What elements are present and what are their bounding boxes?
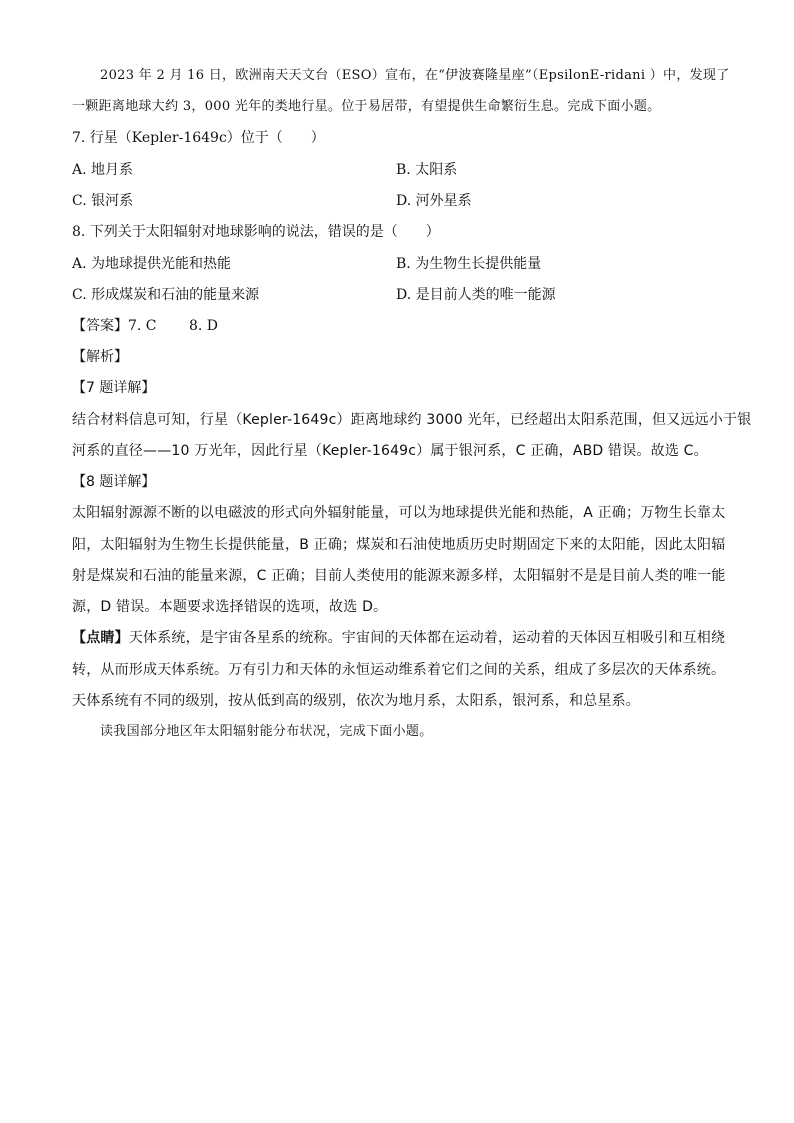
answer-label: 【答案】: [72, 318, 128, 334]
question-8-option-b: B. 为生物生长提供能量: [396, 256, 542, 272]
detail-8-line-3: 射是煤炭和石油的能量来源，C 正确；目前人类使用的能源来源多样，太阳辐射不是是目前人类的唯一能: [72, 568, 726, 584]
question-7-option-c: C. 银河系: [72, 193, 134, 209]
tip-line-1: [72, 628, 725, 648]
detail-8-label: 【8 题详解】: [72, 474, 156, 490]
detail-7-label: 【7 题详解】: [72, 380, 156, 396]
tip-text-1: 天体系统，是宇宙各星系的统称。宇宙间的天体都在运动着，运动着的天体因互相吸引和互相绕: [128, 630, 726, 646]
detail-7-line-2: 河系的直径——10 万光年，因此行星（Kepler-1649c）属于银河系，C 正确，ABD 错误。故选 C。: [72, 443, 708, 459]
question-7-option-b: B. 太阳系: [396, 162, 458, 178]
question-8-option-c: C. 形成煤炭和石油的能量来源: [72, 287, 260, 303]
question-8-stem: 8. 下列关于太阳辐射对地球影响的说法，错误的是（ ）: [72, 224, 440, 240]
detail-7-line-1: 结合材料信息可知，行星（Kepler-1649c）距离地球约 3000 光年，已经超出太阳系范围，但又远远小于银: [72, 412, 752, 428]
question-7-stem: 7. 行星（Kepler-1649c）位于（ ）: [72, 130, 325, 146]
next-section-prompt: 读我国部分地区年太阳辐射能分布状况，完成下面小题。: [100, 724, 433, 739]
answer-text: 7. C 8. D: [128, 318, 219, 334]
tip-line-2: 转，从而形成天体系统。万有引力和天体的永恒运动维系着它们之间的关系，组成了多层次的天体系统。: [72, 662, 726, 678]
intro-line-2: 一颗距离地球大约 3，000 光年的类地行星。位于易居带，有望提供生命繁衍生息。完成下面小题。: [72, 99, 661, 114]
question-8-option-a: A. 为地球提供光能和热能: [72, 256, 232, 272]
answer-line: [72, 316, 218, 336]
detail-8-line-1: 太阳辐射源源不断的以电磁波的形式向外辐射能量，可以为地球提供光能和热能，A 正确；万物生长靠太: [72, 505, 726, 521]
question-8-option-d: D. 是目前人类的唯一能源: [396, 287, 556, 303]
question-7-option-a: A. 地月系: [72, 162, 134, 178]
detail-8-line-2: 阳，太阳辐射为生物生长提供能量，B 正确；煤炭和石油使地质历史时期固定下来的太阳能，因此太阳辐: [72, 537, 726, 553]
detail-8-line-4: 源，D 错误。本题要求选择错误的选项，故选 D。: [72, 599, 388, 615]
tip-line-3: 天体系统有不同的级别，按从低到高的级别，依次为地月系，太阳系，银河系，和总星系。: [72, 693, 640, 709]
intro-line-1: 2023 年 2 月 16 日，欧洲南天天文台（ESO）宣布，在“伊波赛隆星座”（EpsilonE-ridani ）中，发现了: [100, 68, 730, 83]
question-7-option-d: D. 河外星系: [396, 193, 472, 209]
tip-label: 【点睛】: [72, 630, 129, 646]
analysis-label: 【解析】: [72, 349, 128, 365]
